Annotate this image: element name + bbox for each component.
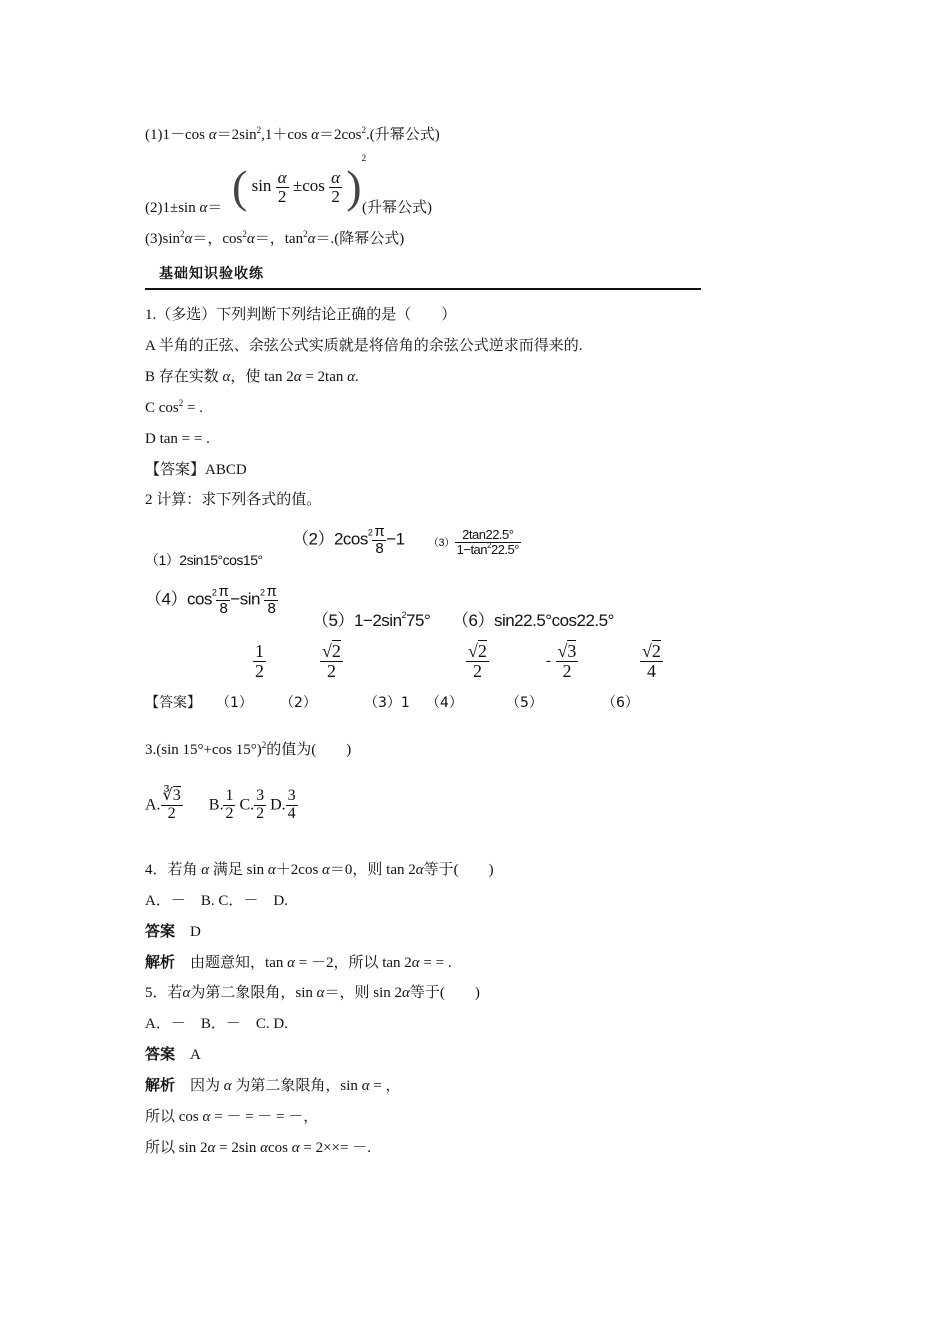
q1-option-b: B 存在实数 α，使 tan 2α = 2tan α.	[145, 369, 359, 385]
q5-explanation: 解析 因为 α 为第二象限角，sin α = ，	[145, 1078, 401, 1094]
q2-answer-2-frac: $\frac{√2}{2}$	[322, 641, 341, 681]
q3-options	[145, 788, 298, 823]
q2-answer-1-frac: $\frac{1}{2}$	[255, 641, 264, 681]
formula-2-suffix: (升幂公式)	[362, 200, 432, 216]
q2-answer-4-frac: $\frac{√2}{2}$	[468, 641, 487, 681]
q2-part-6: （6）sin22.5°cos22.5°	[452, 611, 614, 630]
q2-answer-item-1: （1）	[216, 695, 253, 711]
q3-option-b: B. $\frac{1}{2}$	[208, 787, 234, 822]
q4-stem: 4．若角 α 满足 sin α＋2cos α＝0，则 tan 2α等于( )	[145, 862, 494, 878]
q4-explanation: 解析 由题意知，tan α = －2，所以 tan 2α = = .	[145, 955, 452, 971]
q2-answer-item-5: （5）	[506, 695, 543, 711]
q2-answer-item-6: （6）	[602, 695, 639, 711]
formula-3: $(3)\sin^2\alpha=$，$\cos^2\alpha=$，$\tan^2\alpha=$.(降幂公式)	[145, 229, 405, 247]
q5-options: A．－ B．－ C. D.	[145, 1016, 288, 1032]
q5-answer: 答案 A	[145, 1047, 201, 1063]
q3-option-d: D. $\frac{3}{4}$	[270, 787, 296, 822]
q2-part-1: （1）2sin15°cos15°	[145, 552, 263, 568]
q4-options: A．－ B. C．－ D.	[145, 893, 288, 909]
q3-option-a: A. $\frac{∛3}{2}$	[145, 787, 181, 822]
section-header	[145, 262, 701, 290]
q1-stem: 1.（多选）下列判断下列结论正确的是（ ）	[145, 307, 457, 323]
formula-2-label: (2)1±sin α＝	[145, 200, 223, 216]
q2-part-3: （3） $\frac{2\tan 22.5^\circ}{1-\tan^222.5^\circ}$	[428, 527, 519, 557]
q1-answer: 【答案】ABCD	[145, 462, 247, 478]
q5-stem: 5．若α为第二象限角，sin α＝，则 sin 2α等于( )	[145, 985, 480, 1001]
q4-answer: 答案 D	[145, 924, 201, 940]
q1-option-c: C $\cos^2$ = .	[145, 398, 203, 416]
q5-explanation-line-3: 所以 sin 2α = 2sin αcos α = 2××= －.	[145, 1140, 371, 1156]
formula-1: (1)1－cos $\alpha=2\sin^2,1+\cos$ $\alpha=2\cos^2$.(升幂公式)	[145, 125, 440, 143]
q3-stem: 3.(sin 15°+cos 15°)$^2$的值为( )	[145, 740, 352, 758]
formula-2-expression: ( sin $\frac{\alpha}{2}$ ±cos $\frac{\alpha}{2}$ )$^2$	[232, 153, 367, 213]
q2-answer-5-frac: - $\frac{√3}{2}$	[546, 641, 577, 681]
q2-answer-label: 【答案】	[145, 695, 201, 711]
q2-answer-item-2: （2）	[280, 695, 317, 711]
q2-answer-item-4: （4）	[426, 695, 463, 711]
q2-part-4: $(4)\cos^2$ $\frac{\pi}{8}$ $-\sin^2$ $\frac{\pi}{8}$	[145, 583, 277, 617]
q3-option-c: C. $\frac{3}{2}$	[239, 787, 265, 822]
q2-answer-item-3: （3）1	[364, 695, 410, 711]
q2-part-2: $(2)2\cos^2$ $\frac{\pi}{8}$ −1	[292, 523, 405, 557]
q2-part-5: $(5)1-2\sin^275^\circ$	[312, 610, 431, 630]
section-title: 基础知识验收练	[159, 266, 264, 282]
q1-option-a: A 半角的正弦、余弦公式实质就是将倍角的余弦公式逆求而得来的.	[145, 338, 583, 354]
q1-option-d: D tan = = .	[145, 431, 210, 447]
q2-answer-6-frac: $\frac{√2}{4}$	[642, 641, 661, 681]
q2-stem: 2 计算：求下列各式的值。	[145, 492, 322, 508]
q5-explanation-line-2: 所以 cos α = － = － = －，	[145, 1109, 319, 1125]
